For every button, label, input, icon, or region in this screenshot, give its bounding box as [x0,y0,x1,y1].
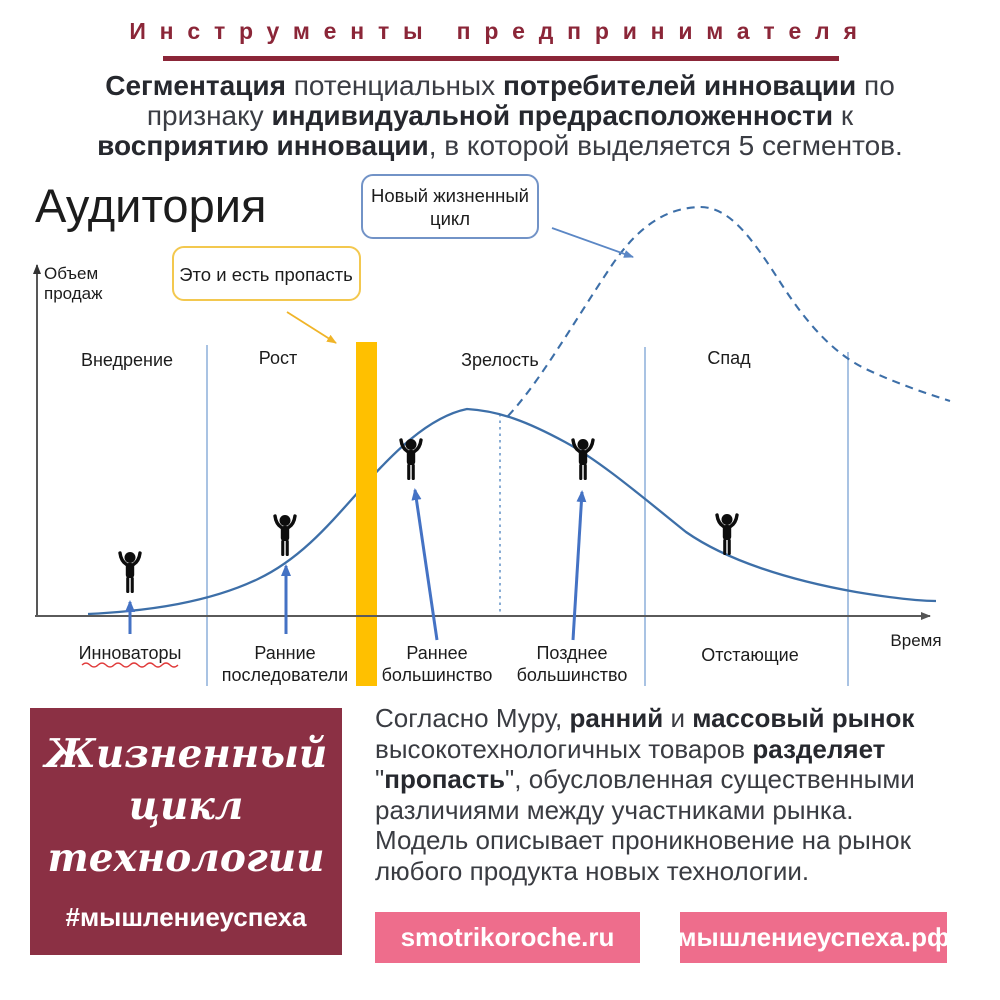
segment-arrow-early-majority [415,490,437,640]
title-underline [163,56,839,61]
brand-title [30,728,342,884]
lifecycle-curve [88,409,936,614]
description-line: Модель описывает проникновение на рынок [375,825,912,856]
segment-label-early-majority: Раннее [406,643,468,663]
description-line: высокотехнологичных товаров разделяет [375,733,886,764]
person-icon [275,515,295,556]
chart-title: Аудитория [35,179,267,232]
person-icon [120,552,140,593]
description-line: различиями между участниками рынка. [375,794,854,825]
chasm-callout [173,247,360,343]
new-cycle-callout-arrow [552,228,633,257]
brand-title-line: Жизненный [44,731,328,777]
site-link-button[interactable]: smotrikoroche.ru [375,912,640,963]
new-cycle-callout [362,175,633,257]
person-icon [717,514,737,555]
intro-line: признаку индивидуальной предрасположенности к [146,100,854,131]
segment-label-innovators: Инноваторы [78,643,182,663]
intro-line: Сегментация потенциальных потребителей инновации по [105,70,895,101]
description-paragraph [375,703,915,887]
chasm-callout-arrow [287,312,336,343]
segment-label-late-majority: большинство [516,665,628,685]
new-cycle-callout-text: Новый жизненный [370,185,530,206]
lifecycle-chart [0,170,1000,700]
person-icon [573,439,593,480]
phase-label-introduction: Внедрение [80,350,174,370]
segment-arrow-late-majority [573,492,582,640]
phase-label-decline: Спад [707,348,751,368]
description-line: любого продукта новых технологии. [375,855,810,886]
brand-title-line: цикл [128,783,244,829]
description-line: "пропасть", обусловленная существенными [375,764,915,795]
segment-label-early-majority: большинство [381,665,493,685]
phase-label-maturity: Зрелость [461,350,539,370]
new-cycle-curve-dashed [508,207,950,416]
person-icon [401,439,421,480]
segment-label-early-adopters: последователи [221,665,349,685]
segment-label-laggards: Отстающие [701,645,799,665]
chasm-callout-text: Это и есть пропасть [179,264,353,285]
page-title: Инструменты предпринимателя [129,18,871,44]
description-line: Согласно Муру, ранний и массовый рынок [375,703,915,733]
segment-label-late-majority: Позднее [536,643,608,663]
x-axis-label: Время [890,631,942,650]
new-cycle-callout-text: цикл [429,208,471,229]
intro-line: восприятию инновации, в которой выделяется 5 сегментов. [97,130,903,161]
chasm-bar [356,342,377,686]
y-axis-label: продаж [44,284,103,303]
phase-label-growth: Рост [258,348,298,368]
site-link-button[interactable]: мышлениеуспеха.рф [680,912,947,963]
brand-hashtag: #мышлениеуспеха [65,902,307,932]
intro-paragraph [0,71,1000,161]
spellcheck-wavy-underline [82,663,178,667]
brand-title-line: технологии [47,835,325,881]
brand-box [30,708,342,955]
y-axis-label: Объем [44,264,99,283]
segment-label-early-adopters: Ранние [254,643,316,663]
